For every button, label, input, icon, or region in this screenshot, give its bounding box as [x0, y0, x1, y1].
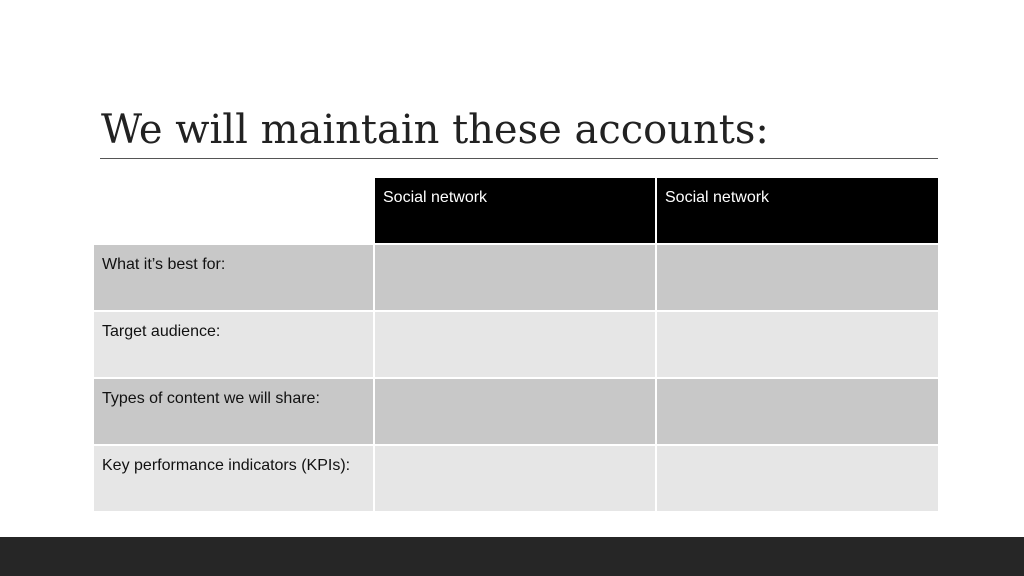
row-label-kpis[interactable]: Key performance indicators (KPIs): — [93, 445, 374, 512]
table-cell[interactable] — [656, 244, 939, 311]
table-row — [93, 445, 939, 512]
table-header-row — [93, 177, 939, 244]
header-cell-social-network-2[interactable]: Social network — [656, 177, 939, 244]
slide-title: We will maintain these accounts: — [101, 107, 769, 153]
table-cell[interactable] — [374, 378, 656, 445]
table-row — [93, 244, 939, 311]
header-cell-blank — [93, 177, 374, 244]
table-row — [93, 311, 939, 378]
title-divider — [100, 158, 938, 159]
footer-bar — [0, 537, 1024, 576]
row-label-target-audience[interactable]: Target audience: — [93, 311, 374, 378]
table-cell[interactable] — [374, 311, 656, 378]
row-label-best-for[interactable]: What it’s best for: — [93, 244, 374, 311]
table-cell[interactable] — [656, 378, 939, 445]
row-label-content-types[interactable]: Types of content we will share: — [93, 378, 374, 445]
header-cell-social-network-1[interactable]: Social network — [374, 177, 656, 244]
table-cell[interactable] — [656, 445, 939, 512]
table-cell[interactable] — [374, 445, 656, 512]
table-cell[interactable] — [374, 244, 656, 311]
table-cell[interactable] — [656, 311, 939, 378]
table-row — [93, 378, 939, 445]
accounts-table — [92, 176, 940, 513]
